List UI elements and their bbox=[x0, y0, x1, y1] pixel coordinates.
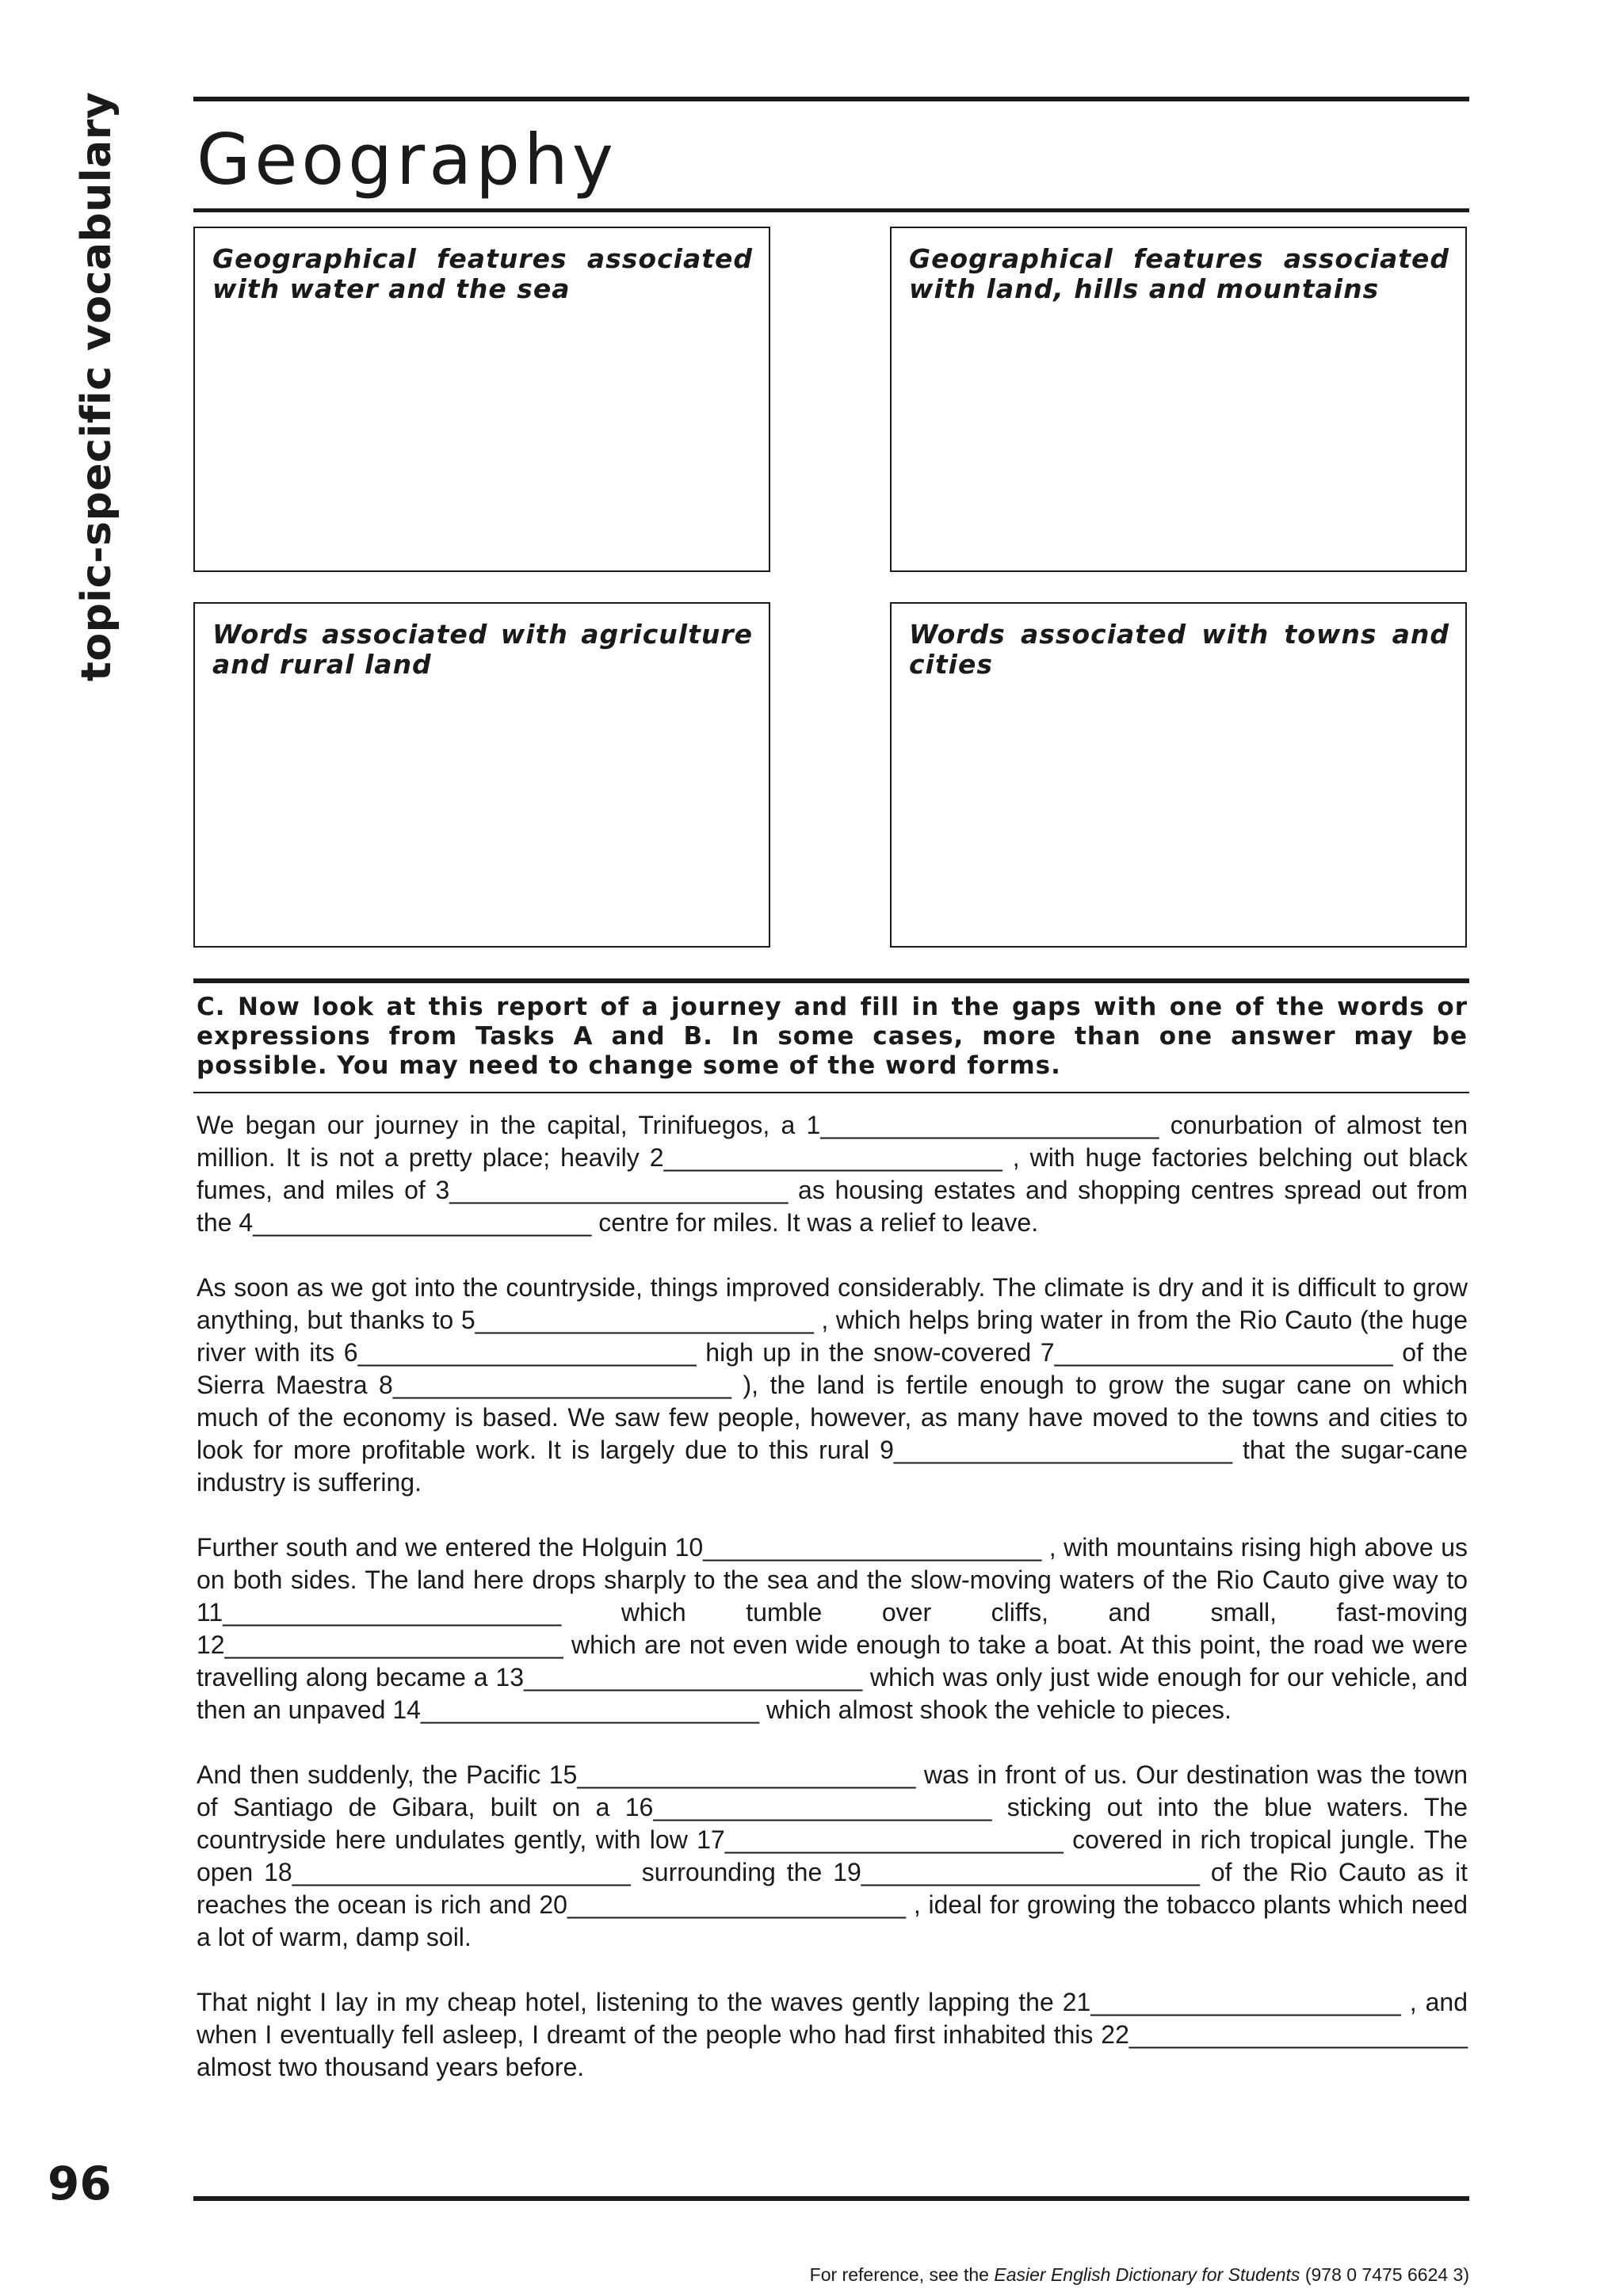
passage-paragraph: And then suddenly, the Pacific 15________________________ was in front of us. Our destination was the town of Santiago de Gibara, built on a 16________________________ sticking out into the blue waters. The countryside here undulates gently, with low 17________________________ covered in rich tropical jungle. The open 18________________________ surrounding the 19________________________ of the Rio Cauto as it reaches the ocean is rich and 20________________________ , ideal for growing the tobacco plants which need a lot of warm, damp soil. bbox=[197, 1760, 1468, 1951]
box-heading: Geographical features associated with land, hills and mountains bbox=[909, 243, 1449, 304]
box-heading: Geographical features associated with water and the sea bbox=[212, 243, 753, 304]
footer-prefix: For reference, see the bbox=[809, 2264, 995, 2285]
page-title: Geography bbox=[197, 119, 617, 200]
passage-paragraph: That night I lay in my cheap hotel, listening to the waves gently lapping the 21______________________ , and when I eventually fell asleep, I dreamt of the people who had first inhabited this 22________________________ almost two thousand years before. bbox=[197, 1988, 1468, 2081]
footer-reference bbox=[810, 2264, 1469, 2286]
footer-isbn: (978 0 7475 6624 3) bbox=[1300, 2264, 1469, 2285]
task-c-instructions: C. Now look at this report of a journey and fill in the gaps with one of the words or expressions from Tasks A and B. In some cases, more than one answer may be possible. You may need to change some of the word forms. bbox=[197, 993, 1468, 1080]
box-towns-cities bbox=[890, 602, 1467, 948]
task-c-divider bbox=[193, 1092, 1469, 1093]
passage-paragraph: We began our journey in the capital, Trinifuegos, a 1________________________ conurbation of almost ten million. It is not a pretty place; heavily 2________________________ , with huge factories belching out black fumes, and miles of 3________________________ as housing estates and shopping centres spread out from the 4________________________ centre for miles. It was a relief to leave. bbox=[197, 1111, 1468, 1237]
journey-passage bbox=[197, 1109, 1468, 2116]
box-heading: Words associated with towns and cities bbox=[909, 619, 1449, 680]
side-label-text: topic-specific vocabulary bbox=[73, 91, 120, 681]
title-rule bbox=[193, 208, 1469, 212]
passage-paragraph: Further south and we entered the Holguin 10________________________ , with mountains rising high above us on both sides. The land here drops sharply to the sea and the slow-moving waters of the Rio Cauto give way to 11________________________ which tumble over cliffs, and small, fast-moving 12________________________ which are not even wide enough to take a boat. At this point, the road we were travelling along became a 13________________________ which was only just wide enough for our vehicle, and then an unpaved 14________________________ which almost shook the vehicle to pieces. bbox=[197, 1533, 1468, 1724]
passage-paragraph: As soon as we got into the countryside, things improved considerably. The climate is dry and it is difficult to grow anything, but thanks to 5________________________ , which helps bring water in from the Rio Cauto (the huge river with its 6________________________ high up in the snow-covered 7________________________ of the Sierra Maestra 8________________________ ), the land is fertile enough to grow the sugar cane on which much of the economy is based. We saw few people, however, as many have moved to the towns and cities to look for more profitable work. It is largely due to this rural 9________________________ that the sugar-cane industry is suffering. bbox=[197, 1273, 1468, 1497]
box-agriculture bbox=[193, 602, 770, 948]
bottom-rule bbox=[193, 2196, 1469, 2201]
top-rule bbox=[193, 97, 1469, 101]
box-water-sea bbox=[193, 227, 770, 572]
box-land-hills bbox=[890, 227, 1467, 572]
box-heading: Words associated with agriculture and rural land bbox=[212, 619, 753, 680]
task-c-rule bbox=[193, 978, 1469, 983]
footer-book-title: Easier English Dictionary for Students bbox=[994, 2264, 1300, 2285]
page-number: 96 bbox=[48, 2157, 112, 2210]
